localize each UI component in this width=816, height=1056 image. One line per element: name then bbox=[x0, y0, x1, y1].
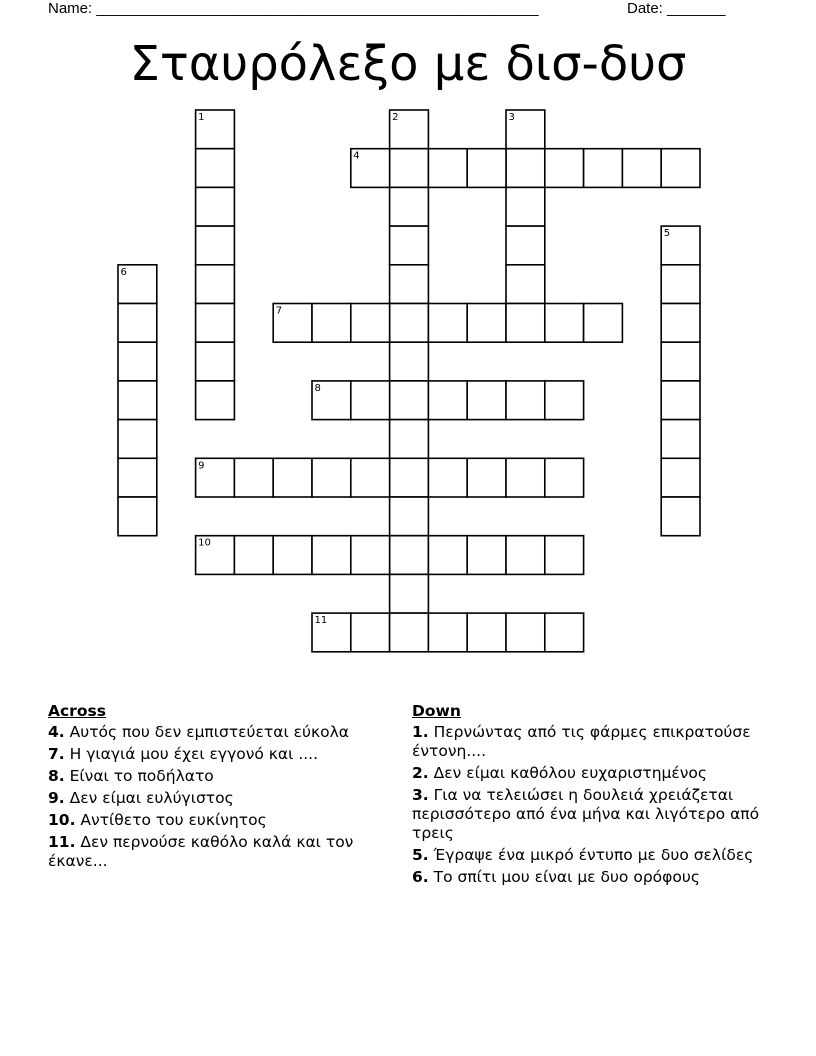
clue-number-label: 3 bbox=[508, 112, 515, 123]
clue-number: 6. bbox=[412, 868, 429, 886]
grid-cell[interactable] bbox=[661, 149, 700, 188]
clue-text: Δεν είμαι καθόλου ευχαριστημένος bbox=[433, 764, 707, 782]
grid-cell[interactable] bbox=[428, 149, 467, 188]
grid-cell[interactable] bbox=[234, 458, 273, 497]
clue-text: Για να τελειώσει η δουλειά χρειάζεται περισσότερο από ένα μήνα και λιγότερο από τρεις bbox=[412, 786, 760, 842]
clue-number: 9. bbox=[48, 789, 65, 807]
grid-cell[interactable] bbox=[506, 381, 545, 420]
clue-number-label: 7 bbox=[275, 305, 283, 317]
clue-text: Αυτός που δεν εμπιστεύεται εύκολα bbox=[69, 723, 349, 741]
across-clue-list bbox=[48, 723, 400, 871]
grid-cell[interactable] bbox=[351, 613, 390, 652]
grid-cell[interactable] bbox=[506, 149, 545, 188]
clue-number-label: 5 bbox=[663, 228, 671, 240]
grid-cell[interactable] bbox=[390, 613, 429, 652]
grid-cell[interactable] bbox=[584, 149, 623, 188]
grid-cell[interactable] bbox=[351, 458, 390, 497]
grid-cell[interactable] bbox=[390, 149, 429, 188]
grid-cell[interactable] bbox=[390, 420, 429, 459]
grid-cell[interactable] bbox=[312, 304, 351, 343]
clue-text: Έγραψε ένα μικρό έντυπο με δυο σελίδες bbox=[433, 846, 754, 864]
grid-cell[interactable] bbox=[196, 342, 235, 381]
grid-cell[interactable] bbox=[661, 381, 700, 420]
grid-cell[interactable] bbox=[390, 458, 429, 497]
clue-number: 7. bbox=[48, 745, 65, 763]
down-clue-3 bbox=[412, 786, 762, 843]
clue-text: Δεν είμαι ευλύγιστος bbox=[69, 789, 234, 807]
date-field: Date: _______ bbox=[627, 0, 726, 17]
grid-cell[interactable] bbox=[428, 458, 467, 497]
grid-cell[interactable] bbox=[273, 458, 312, 497]
grid-cell[interactable] bbox=[506, 613, 545, 652]
grid-cell[interactable] bbox=[390, 497, 429, 536]
grid-cell[interactable] bbox=[428, 304, 467, 343]
grid-cell[interactable] bbox=[545, 381, 584, 420]
down-heading: Down bbox=[412, 702, 461, 720]
grid-cell[interactable] bbox=[390, 342, 429, 381]
grid-cell[interactable] bbox=[506, 536, 545, 575]
grid-cell[interactable] bbox=[351, 304, 390, 343]
down-clue-6 bbox=[412, 868, 762, 887]
grid-cell[interactable] bbox=[118, 381, 157, 420]
grid-cell[interactable] bbox=[351, 381, 390, 420]
grid-cell[interactable] bbox=[467, 613, 506, 652]
across-clue-10 bbox=[48, 811, 400, 830]
grid-cell[interactable] bbox=[661, 304, 700, 343]
across-clue-11 bbox=[48, 833, 400, 871]
across-clue-8 bbox=[48, 767, 400, 786]
grid-cell[interactable] bbox=[390, 265, 429, 304]
clue-number-label: 6 bbox=[120, 266, 127, 278]
clue-number-label: 2 bbox=[392, 112, 399, 123]
down-clue-list bbox=[412, 723, 762, 887]
clue-text: Το σπίτι μου είναι με δυο ορόφους bbox=[433, 868, 700, 886]
down-clue-5 bbox=[412, 846, 762, 865]
down-clue-1 bbox=[412, 723, 762, 761]
across-clues bbox=[48, 702, 400, 874]
grid-cell[interactable] bbox=[661, 265, 700, 304]
grid-cell[interactable] bbox=[467, 458, 506, 497]
grid-cell[interactable] bbox=[467, 536, 506, 575]
grid-cell[interactable] bbox=[273, 536, 312, 575]
grid-cell[interactable] bbox=[545, 149, 584, 188]
grid-cell[interactable] bbox=[545, 613, 584, 652]
grid-cell[interactable] bbox=[661, 342, 700, 381]
clue-number-label: 8 bbox=[314, 382, 321, 394]
grid-cell[interactable] bbox=[351, 536, 390, 575]
grid-cell[interactable] bbox=[506, 304, 545, 343]
grid-cell[interactable] bbox=[428, 536, 467, 575]
clue-number: 11. bbox=[48, 833, 76, 851]
grid-cell[interactable] bbox=[312, 458, 351, 497]
clue-number-label: 10 bbox=[198, 537, 211, 549]
grid-cell[interactable] bbox=[545, 304, 584, 343]
clue-number: 5. bbox=[412, 846, 429, 864]
grid-cell[interactable] bbox=[390, 187, 429, 226]
grid-cell[interactable] bbox=[467, 304, 506, 343]
grid-cell[interactable] bbox=[118, 497, 157, 536]
grid-cell[interactable] bbox=[428, 381, 467, 420]
clue-number: 8. bbox=[48, 767, 65, 785]
clue-number: 1. bbox=[412, 723, 429, 741]
grid-cell[interactable] bbox=[390, 381, 429, 420]
grid-cell[interactable] bbox=[196, 149, 235, 188]
grid-cell[interactable] bbox=[428, 613, 467, 652]
grid-cell[interactable] bbox=[390, 304, 429, 343]
grid-cell[interactable] bbox=[622, 149, 661, 188]
clue-text: Περνώντας από τις φάρμες επικρατούσε έντονη.... bbox=[412, 723, 751, 760]
grid-cell[interactable] bbox=[506, 187, 545, 226]
page-title: Σταυρόλεξο με δισ-δυσ bbox=[129, 36, 687, 92]
down-clue-2 bbox=[412, 764, 762, 783]
grid-cell[interactable] bbox=[545, 458, 584, 497]
grid-cell[interactable] bbox=[196, 304, 235, 343]
grid-cell[interactable] bbox=[390, 536, 429, 575]
clue-number-label: 4 bbox=[353, 150, 360, 162]
across-clue-7 bbox=[48, 745, 400, 764]
grid-cell[interactable] bbox=[390, 226, 429, 265]
grid-cell[interactable] bbox=[545, 536, 584, 575]
grid-cell[interactable] bbox=[661, 420, 700, 459]
clue-number: 3. bbox=[412, 786, 429, 804]
grid-cell[interactable] bbox=[661, 497, 700, 536]
grid-cell[interactable] bbox=[196, 265, 235, 304]
clue-text: Δεν περνούσε καθόλο καλά και τον έκανε... bbox=[48, 833, 354, 870]
clue-number-label: 1 bbox=[198, 112, 205, 123]
clue-number-label: 9 bbox=[198, 460, 205, 472]
clue-number: 2. bbox=[412, 764, 429, 782]
name-field: Name: _____________________________________________________ bbox=[48, 0, 539, 17]
across-heading: Across bbox=[48, 702, 106, 720]
grid-cell[interactable] bbox=[312, 536, 351, 575]
grid-cell[interactable] bbox=[118, 420, 157, 459]
grid-cell[interactable] bbox=[506, 226, 545, 265]
grid-cell[interactable] bbox=[196, 381, 235, 420]
across-clue-4 bbox=[48, 723, 400, 742]
across-clue-9 bbox=[48, 789, 400, 808]
grid-cell[interactable] bbox=[584, 304, 623, 343]
grid-cell[interactable] bbox=[196, 226, 235, 265]
clue-number-label: 11 bbox=[314, 615, 328, 627]
grid-cell[interactable] bbox=[118, 458, 157, 497]
grid-cell[interactable] bbox=[506, 265, 545, 304]
clue-text: Είναι το ποδήλατο bbox=[69, 767, 214, 785]
grid-cell[interactable] bbox=[234, 536, 273, 575]
grid-cell[interactable] bbox=[118, 342, 157, 381]
grid-cell[interactable] bbox=[118, 304, 157, 343]
clue-number: 4. bbox=[48, 723, 65, 741]
grid-cell[interactable] bbox=[196, 187, 235, 226]
grid-cell[interactable] bbox=[661, 458, 700, 497]
down-clues bbox=[412, 702, 762, 890]
grid-cell[interactable] bbox=[467, 149, 506, 188]
clue-number: 10. bbox=[48, 811, 76, 829]
clue-text: Η γιαγιά μου έχει εγγονό και .... bbox=[69, 745, 319, 763]
grid-cell[interactable] bbox=[390, 574, 429, 613]
grid-cell[interactable] bbox=[506, 458, 545, 497]
clue-text: Αντίθετο του ευκίνητος bbox=[80, 811, 267, 829]
grid-cell[interactable] bbox=[467, 381, 506, 420]
